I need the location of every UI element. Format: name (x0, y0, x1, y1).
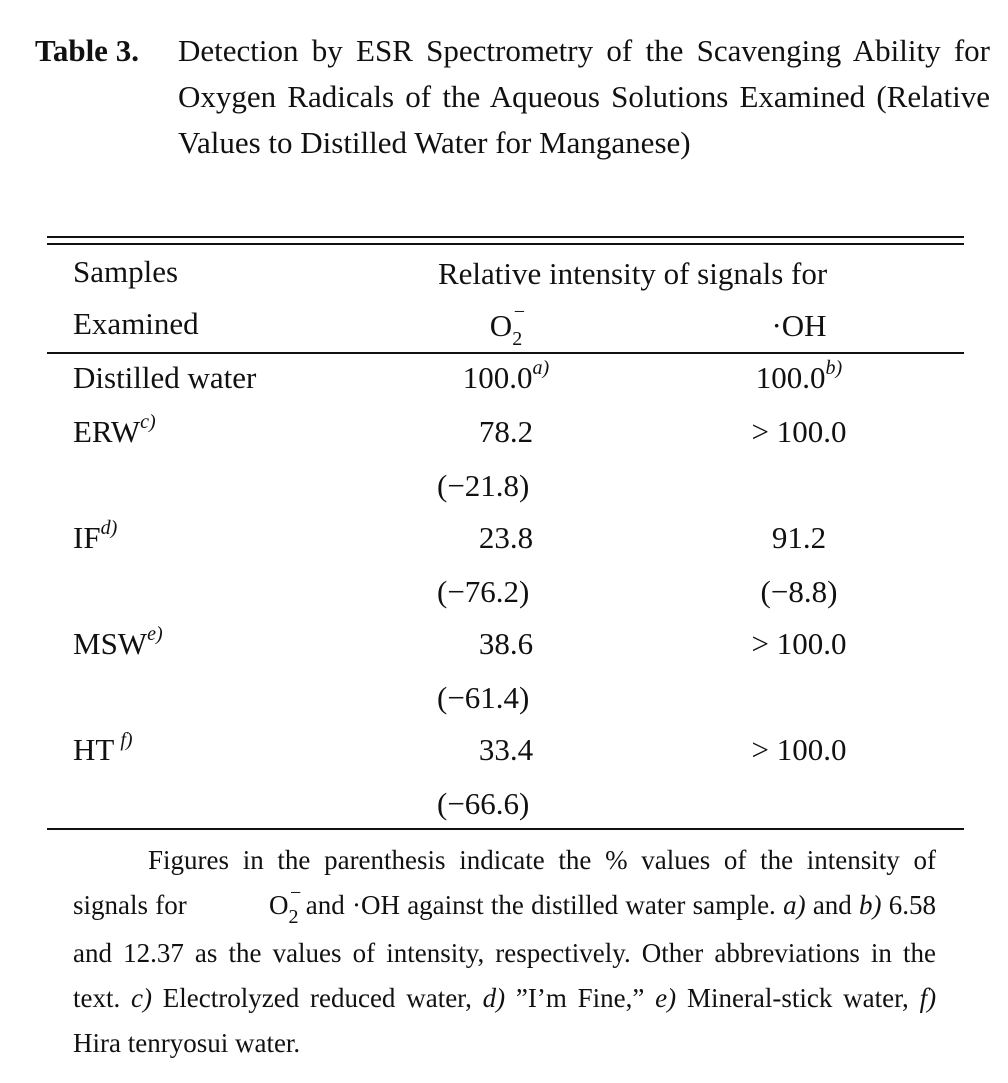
header-relative-intensity: Relative intensity of signals for (438, 256, 828, 291)
header-samples: Samples (73, 254, 179, 289)
caption-text: Detection by ESR Spectrometry of the Scavenging Ability for Oxygen Radicals of the Aqueous Solutions Examined (Relative Values to Distilled Water for Manganese) (178, 33, 990, 160)
row-o2-percent: (−66.6) (437, 786, 530, 821)
header-rule (47, 352, 964, 354)
row-o2-percent: (−76.2) (437, 574, 530, 609)
row-o2-value: 23.8 (478, 520, 534, 555)
row-o2-value: 33.4 (478, 732, 534, 767)
row-o2-percent: (−61.4) (437, 680, 530, 715)
row-sample: Distilled water (73, 360, 257, 395)
row-sample: IF$^{d)}$ (73, 517, 118, 555)
top-rule-1 (47, 236, 964, 238)
row-oh-value: 100.0$^{b)}$ (755, 357, 843, 395)
row-oh-value: > 100.0 (751, 626, 847, 661)
table-footnote: Figures in the parenthesis indicate the % values of the intensity of signals for $O_2$ − and ·OH against the distilled water sample. a) and b) 6.58 and 12.37 as the values of intensity, respectively. Other abbreviations in the text. c) Electrolyzed reduced water, d) ”I’m Fine,” e) Mineral-stick water, f) Hira tenryosui water. (73, 845, 937, 1058)
top-rule-2 (47, 243, 964, 245)
row-o2-value: 38.6 (478, 626, 534, 661)
table-caption (35, 28, 990, 166)
bottom-rule (47, 828, 964, 830)
header-examined: Examined (73, 306, 199, 341)
row-sample: MSW$^{e)}$ (73, 623, 163, 661)
row-o2-value: 78.2 (478, 414, 534, 449)
row-oh-value: > 100.0 (751, 414, 847, 449)
row-sample: HT $^{f)}$ (73, 729, 133, 767)
row-oh-value: > 100.0 (751, 732, 847, 767)
header-o2: $O_2$ − (489, 301, 526, 350)
row-sample: ERW$^{c)}$ (73, 411, 156, 449)
row-oh-percent: (−8.8) (760, 574, 838, 609)
row-o2-value: 100.0$^{a)}$ (462, 357, 550, 395)
table-label: Table 3. (35, 33, 139, 68)
row-oh-value: 91.2 (771, 520, 827, 555)
row-o2-percent: (−21.8) (437, 468, 530, 503)
header-oh: ·OH (771, 308, 827, 343)
